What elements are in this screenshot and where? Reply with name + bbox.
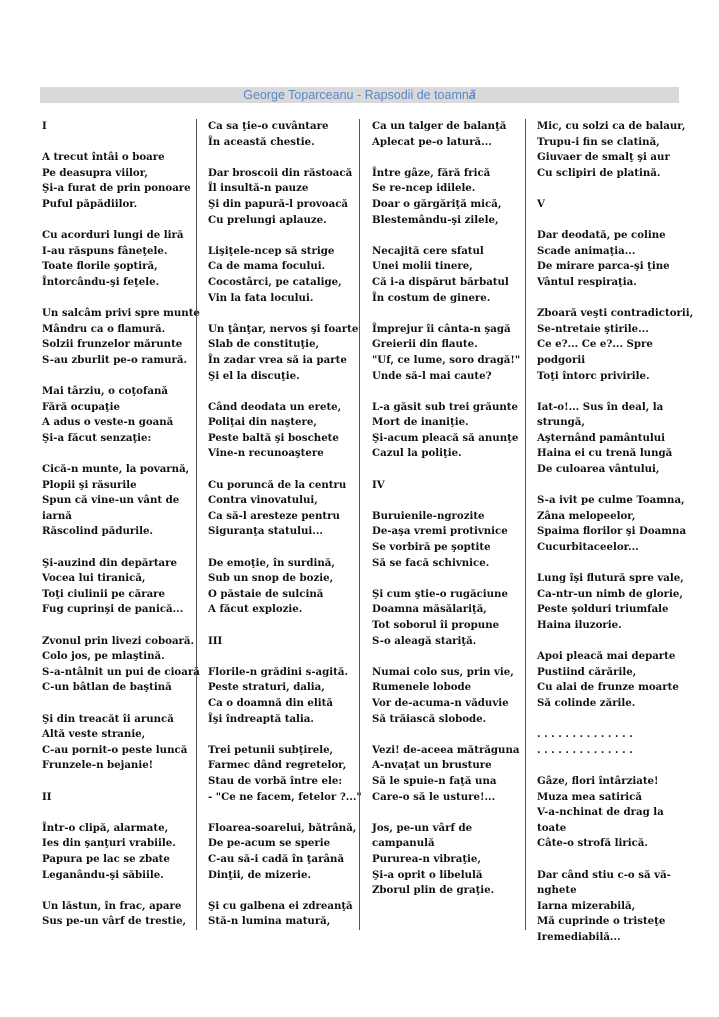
verse-line: Să colinde zările. (537, 696, 636, 709)
verse-line: În costum de ginere. (372, 291, 491, 304)
verse-line: Cocostârci, pe catalige, (208, 275, 342, 288)
verse-line: Spaima florilor şi Doamna (537, 525, 687, 538)
verse-line: C-au pornit-o peste luncă (42, 743, 188, 756)
verse-line: V-a-nchinat de drag la (537, 806, 664, 819)
verse-line: Toţi întorc privirile. (537, 369, 650, 382)
verse-line: strungă, (537, 416, 585, 429)
verse-line: De pe-acum se sperie (208, 837, 331, 850)
stanza-spacer (208, 150, 370, 166)
verse-line: Unde să-l mai caute? (372, 369, 492, 382)
verse-line: Ce e?... Ce e?... Spre (537, 338, 653, 351)
section-number: IV (372, 478, 385, 491)
verse-line: Numai colo sus, prin vie, (372, 665, 514, 678)
verse-line: Aplecat pe-o latură... (372, 135, 492, 148)
verse-line: Lung îşi flutură spre vale, (537, 572, 684, 585)
stanza-spacer (537, 712, 687, 728)
stanza-spacer (208, 306, 370, 322)
verse-line: Un ţânţar, nervos şi foarte (208, 322, 359, 335)
verse-line: Toţi ciulinii pe cărare (42, 587, 166, 600)
verse-line: A făcut explozie. (208, 603, 303, 616)
verse-line: Şi-a oprit o libelulă (372, 868, 483, 881)
verse-line: Ies din şanţuri vrabiile. (42, 837, 176, 850)
verse-line: C-au să-i cadă în ţarână (208, 852, 345, 865)
verse-line: Haina ei cu trenă lungă (537, 447, 673, 460)
verse-line: Fără ocupaţie (42, 400, 120, 413)
stanza-spacer (372, 306, 533, 322)
verse-line: . . . . . . . . . . . . . . (537, 743, 633, 756)
verse-line: Rumenele lobode (372, 681, 472, 694)
verse-line: S-au zburlit pe-o ramură. (42, 353, 188, 366)
verse-line: Mort de inaniţie. (372, 416, 469, 429)
verse-line: Peste baltă şi boschete (208, 431, 339, 444)
verse-line: iarnă (42, 509, 72, 522)
verse-line: Trei petunii subţirele, (208, 743, 334, 756)
verse-line: Peste straturi, dalia, (208, 681, 325, 694)
verse-line: Zborul plin de graţie. (372, 884, 495, 897)
verse-line: Dar când stiu c-o să vă- (537, 868, 671, 881)
stanza-spacer (208, 540, 370, 556)
verse-line: Stau de vorbă între ele: (208, 774, 343, 787)
verse-line: Şi-acum pleacă să anunţe (372, 431, 519, 444)
verse-line: Vântul respiraţia. (537, 275, 637, 288)
verse-line: Contra vinovatului, (208, 494, 318, 507)
section-number: II (42, 790, 52, 803)
verse-line: Ca o doamnă din elită (208, 696, 333, 709)
stanza-spacer (42, 369, 192, 385)
stanza-spacer (42, 696, 192, 712)
verse-line: Cu prelungi aplauze. (208, 213, 327, 226)
verse-line: Şi el la discuţie. (208, 369, 300, 382)
verse-line: Şi cu galbena ei zdreanţă (208, 899, 353, 912)
verse-line: Unei molii tinere, (372, 260, 473, 273)
stanza-spacer (372, 571, 533, 587)
verse-line: Poliţai din naştere, (208, 416, 317, 429)
verse-line: Ca să-l aresteze pentru (208, 509, 340, 522)
verse-line: Îl insultă-n pauze (208, 182, 309, 195)
stanza-spacer (42, 618, 192, 634)
verse-line: Stă-n lumina matură, (208, 915, 331, 928)
verse-line: Peste şolduri triumfale (537, 603, 669, 616)
verse-line: Doar o gărgăriţă mică, (372, 197, 502, 210)
verse-line: Mă cuprinde o tristeţe (537, 915, 666, 928)
verse-line: Gâze, flori întârziate! (537, 774, 659, 787)
stanza-spacer (372, 805, 533, 821)
verse-line: Zvonul prin livezi coboară. (42, 634, 195, 647)
verse-line: Îşi îndreaptă talia. (208, 712, 314, 725)
stanza-spacer (372, 649, 533, 665)
verse-line: Dar broscoii din răstoacă (208, 166, 353, 179)
verse-line: Toate florile şoptiră, (42, 260, 158, 273)
verse-line: Aşternând pamântului (537, 431, 666, 444)
verse-line: Cazul la poliţie. (372, 447, 462, 460)
section-number: III (208, 634, 223, 647)
verse-line: Cu alai de frunze moarte (537, 681, 679, 694)
verse-line: Altă veste stranie, (42, 728, 146, 741)
verse-line: A trecut întâi o boare (42, 151, 165, 164)
verse-line: Fug cuprinşi de panică... (42, 603, 184, 616)
section-number: I (42, 120, 47, 132)
verse-line: Câte-o strofă lirică. (537, 837, 648, 850)
verse-line: Tot soborul îi propune (372, 619, 500, 631)
verse-line: C-un bâtlan de baştină (42, 681, 172, 694)
verse-line: campanulă (372, 837, 435, 850)
verse-line: Vezi! de-aceea mătrăguna (372, 743, 520, 756)
verse-line: Cu sclipiri de platină. (537, 166, 661, 179)
verse-line: Pustiind cărările, (537, 665, 637, 678)
verse-line: Şi din treacăt îi aruncă (42, 712, 174, 725)
stanza-spacer (537, 634, 687, 650)
verse-line: Vocea lui tiranică, (42, 572, 146, 585)
verse-line: I-au răspuns fâneţele. (42, 244, 168, 257)
verse-line: Spun că vine-un vânt de (42, 494, 180, 507)
stanza-spacer (372, 228, 533, 244)
verse-line: Scade animaţia... (537, 244, 636, 257)
verse-line: S-o aleagă stariţă. (372, 634, 477, 647)
verse-line: Când deodata un erete, (208, 400, 342, 413)
section-number: V (537, 197, 545, 210)
verse-line: Sus pe-un vârf de trestie, (42, 915, 187, 928)
poem-column-4 (525, 119, 694, 943)
verse-line: Un salcâm privi spre munte (42, 307, 200, 320)
verse-line: Mândru ca o flamură. (42, 322, 166, 335)
stanza-spacer (537, 758, 687, 774)
stanza-spacer (42, 213, 192, 229)
stanza-spacer (42, 805, 192, 821)
stanza-spacer (537, 556, 687, 572)
verse-line: toate (537, 821, 567, 834)
poem-column-2 (196, 119, 370, 930)
verse-line: L-a găsit sub trei grăunte (372, 400, 518, 413)
verse-line: Şi-auzind din depărtare (42, 556, 177, 569)
verse-line: Dar deodată, pe coline (537, 229, 666, 242)
stanza-spacer (208, 727, 370, 743)
verse-line: Iat-o!... Sus în deal, la (537, 400, 664, 413)
verse-line: Ca sa ţie-o cuvântare (208, 120, 329, 132)
stanza-spacer (537, 852, 687, 868)
stanza-spacer (537, 384, 687, 400)
verse-line: Blestemându-şi zilele, (372, 213, 499, 226)
verse-line: Vine-n recunoaştere (208, 447, 324, 460)
verse-line: Iarna mizerabilă, (537, 899, 636, 912)
verse-line: Giuvaer de smalţ şi aur (537, 151, 670, 164)
stanza-spacer (42, 774, 192, 790)
verse-line: Să se facă schivnice. (372, 556, 490, 569)
verse-line: Cu poruncă de la centru (208, 478, 347, 491)
verse-line: S-a ivit pe culme Toamna, (537, 494, 685, 507)
verse-line: Mic, cu solzi ca de balaur, (537, 120, 686, 132)
verse-line: Pe deasupra viilor, (42, 166, 148, 179)
verse-line: Trupu-i fin se clatină, (537, 135, 660, 148)
verse-line: Se re-ncep idilele. (372, 182, 476, 195)
verse-line: Şi din papură-l provoacă (208, 197, 348, 210)
poem-column-3 (359, 119, 533, 930)
stanza-spacer (537, 291, 687, 307)
stanza-spacer (208, 462, 370, 478)
stanza-spacer (372, 727, 533, 743)
verse-line: podgorii (537, 353, 586, 366)
verse-line: Farmec dând regretelor, (208, 759, 347, 772)
stanza-spacer (372, 493, 533, 509)
verse-line: Necajită cere sfatul (372, 244, 484, 257)
verse-line: "Uf, ce lume, soro dragă!" (372, 353, 521, 366)
stanza-spacer (208, 618, 370, 634)
verse-line: Cucurbitaceelor... (537, 541, 639, 554)
verse-line: Să le spuie-n faţă una (372, 774, 497, 787)
verse-line: Buruienile-ngrozite (372, 509, 485, 522)
stanza-spacer (208, 883, 370, 899)
verse-line: Plopii şi răsurile (42, 478, 137, 491)
stanza-spacer (208, 384, 370, 400)
verse-line: Sub un snop de bozie, (208, 572, 334, 585)
verse-line: Se-ntretaie ştirile... (537, 322, 649, 335)
stanza-spacer (537, 181, 687, 197)
verse-line: Care-o să le usture!... (372, 790, 496, 803)
verse-line: Ca de mama focului. (208, 260, 326, 273)
verse-line: Întorcându-şi feţele. (42, 275, 160, 288)
stanza-spacer (537, 213, 687, 229)
verse-line: Mai târziu, o coţofană (42, 385, 168, 398)
verse-line: Răscolind pădurile. (42, 525, 154, 538)
verse-line: Slab de constituţie, (208, 338, 320, 351)
stanza-spacer (42, 540, 192, 556)
stanza-spacer (372, 384, 533, 400)
verse-line: Muza mea satirică (537, 790, 642, 803)
verse-line: De-aşa vremi protivnice (372, 525, 508, 538)
verse-line: De culoarea vântului, (537, 463, 660, 476)
verse-line: Să trăiască slobode. (372, 712, 487, 725)
stanza-spacer (372, 150, 533, 166)
verse-line: Ca-ntr-un nimb de glorie, (537, 587, 683, 600)
stanza-spacer (208, 228, 370, 244)
verse-line: Siguranţa statului... (208, 525, 323, 538)
verse-line: Împrejur îi cânta-n şagă (372, 322, 511, 335)
verse-line: Floarea-soarelui, bătrână, (208, 821, 357, 834)
verse-line: Jos, pe-un vârf de (372, 821, 473, 834)
verse-line: Într-o clipă, alarmate, (42, 821, 169, 834)
verse-line: De emoţie, în surdină, (208, 556, 335, 569)
stanza-spacer (42, 883, 192, 899)
verse-line: Colo jos, pe mlaştină. (42, 650, 165, 663)
verse-line: Haina iluzorie. (537, 619, 622, 631)
stanza-spacer (42, 446, 192, 462)
stanza-spacer (372, 462, 533, 478)
verse-line: Leganându-şi săbiile. (42, 868, 164, 881)
verse-line: Puful păpădiilor. (42, 197, 138, 210)
verse-line: Florile-n grădini s-agită. (208, 665, 348, 678)
stanza-spacer (42, 135, 192, 151)
stanza-spacer (208, 805, 370, 821)
verse-line: Vin la fata locului. (208, 291, 314, 304)
title-last-letter: ă (468, 88, 476, 102)
verse-line: Papura pe lac se zbate (42, 852, 170, 865)
verse-line: O păstaie de sulcină (208, 587, 324, 600)
verse-line: Solzii frunzelor mărunte (42, 338, 183, 351)
verse-line: Cică-n munte, la povarnă, (42, 463, 190, 476)
verse-line: Lişiţele-ncep să strige (208, 244, 335, 257)
verse-line: Zboară veşti contradictorii, (537, 307, 694, 320)
verse-line: De mirare parca-şi ţine (537, 260, 670, 273)
verse-line: Cu acorduri lungi de liră (42, 229, 184, 242)
document-title (40, 87, 679, 103)
verse-line: Zâna melopeelor, (537, 509, 636, 522)
verse-line: - "Ce ne facem, fetelor ?..." (208, 790, 362, 803)
verse-line: În această chestie. (208, 135, 315, 148)
verse-line: Pururea-n vibraţie, (372, 852, 481, 865)
verse-line: Iremediabilă... (537, 930, 621, 943)
verse-line: A-nvaţat un brusture (372, 759, 492, 772)
verse-line: Doamna măsălariţă, (372, 603, 487, 616)
verse-line: Greierii din flaute. (372, 338, 478, 351)
stanza-spacer (42, 291, 192, 307)
title-text: George Toparceanu - Rapsodii de toamn (243, 88, 469, 102)
stanza-spacer (208, 649, 370, 665)
verse-line: Un lăstun, în frac, apare (42, 899, 182, 912)
verse-line: Şi-a furat de prin ponoare (42, 182, 191, 195)
verse-line: Apoi pleacă mai departe (537, 650, 676, 663)
verse-line: Că i-a dispărut bărbatul (372, 275, 509, 288)
poem-column-1 (42, 119, 200, 930)
verse-line: Vor de-acuma-n văduvie (372, 696, 509, 709)
verse-line: . . . . . . . . . . . . . . (537, 728, 633, 741)
verse-line: S-a-ntâlnit un pui de cioară (42, 665, 200, 678)
stanza-spacer (537, 478, 687, 494)
verse-line: Dinţii, de mizerie. (208, 868, 311, 881)
verse-line: Între gâze, fără frică (372, 166, 491, 179)
verse-line: Ca un talger de balanţă (372, 120, 507, 132)
verse-line: nghete (537, 884, 577, 897)
verse-line: A adus o veste-n goană (42, 416, 174, 429)
verse-line: Frunzele-n bejanie! (42, 759, 154, 772)
verse-line: În zadar vrea să ia parte (208, 353, 347, 366)
verse-line: Şi cum ştie-o rugăciune (372, 587, 508, 600)
verse-line: Se vorbiră pe şoptite (372, 541, 491, 554)
verse-line: Şi-a făcut senzaţie: (42, 431, 152, 444)
